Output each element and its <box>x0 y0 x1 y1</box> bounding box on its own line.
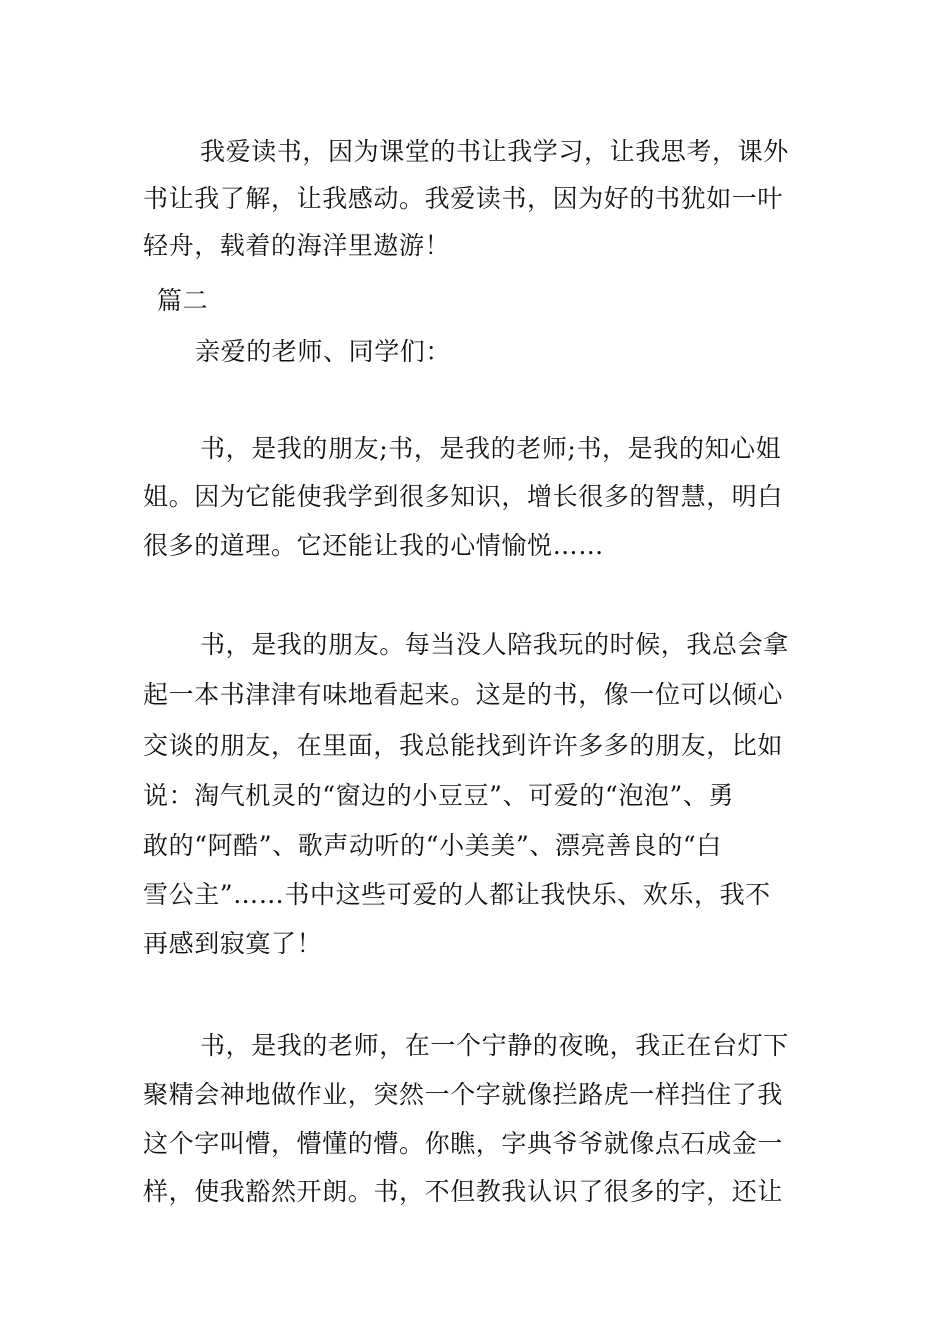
text-line: 书，是我的朋友。每当没人陪我玩的时候，我总会拿 <box>200 630 789 659</box>
salutation: 亲爱的老师、同学们： <box>195 337 452 366</box>
text-line: 雪公主”……书中这些可爱的人都让我快乐、欢乐，我不 <box>143 880 771 909</box>
text-line: 书，是我的老师，在一个宁静的夜晚，我正在台灯下 <box>200 1031 789 1060</box>
text-line: 很多的道理。它还能让我的心情愉悦…… <box>143 531 604 560</box>
text-line: 书让我了解，让我感动。我爱读书，因为好的书犹如一叶 <box>143 184 784 213</box>
text-line: 说：淘气机灵的“窗边的小豆豆”、可爱的“泡泡”、勇 <box>143 781 735 810</box>
text-line: 姐。因为它能使我学到很多知识，增长很多的智慧，明白 <box>143 482 784 511</box>
text-line: 再感到寂寞了！ <box>143 929 323 958</box>
text-line: 轻舟，载着的海洋里遨游！ <box>143 231 451 260</box>
section-heading: 篇二 <box>157 286 209 315</box>
text-line: 我爱读书，因为课堂的书让我学习，让我思考，课外 <box>200 137 789 166</box>
text-line: 这个字叫懵，懵懂的懵。你瞧，字典爷爷就像点石成金一 <box>143 1129 784 1158</box>
text-line: 敢的“阿酷”、歌声动听的“小美美”、漂亮善良的“白 <box>143 831 722 860</box>
text-line: 书，是我的朋友;书，是我的老师;书，是我的知心姐 <box>200 434 782 463</box>
text-line: 起一本书津津有味地看起来。这是的书，像一位可以倾心 <box>143 680 784 709</box>
text-line: 交谈的朋友，在里面，我总能找到许许多多的朋友，比如 <box>143 731 784 760</box>
text-line: 样，使我豁然开朗。书，不但教我认识了很多的字，还让 <box>143 1177 784 1206</box>
text-line: 聚精会神地做作业，突然一个字就像拦路虎一样挡住了我 <box>143 1080 784 1109</box>
